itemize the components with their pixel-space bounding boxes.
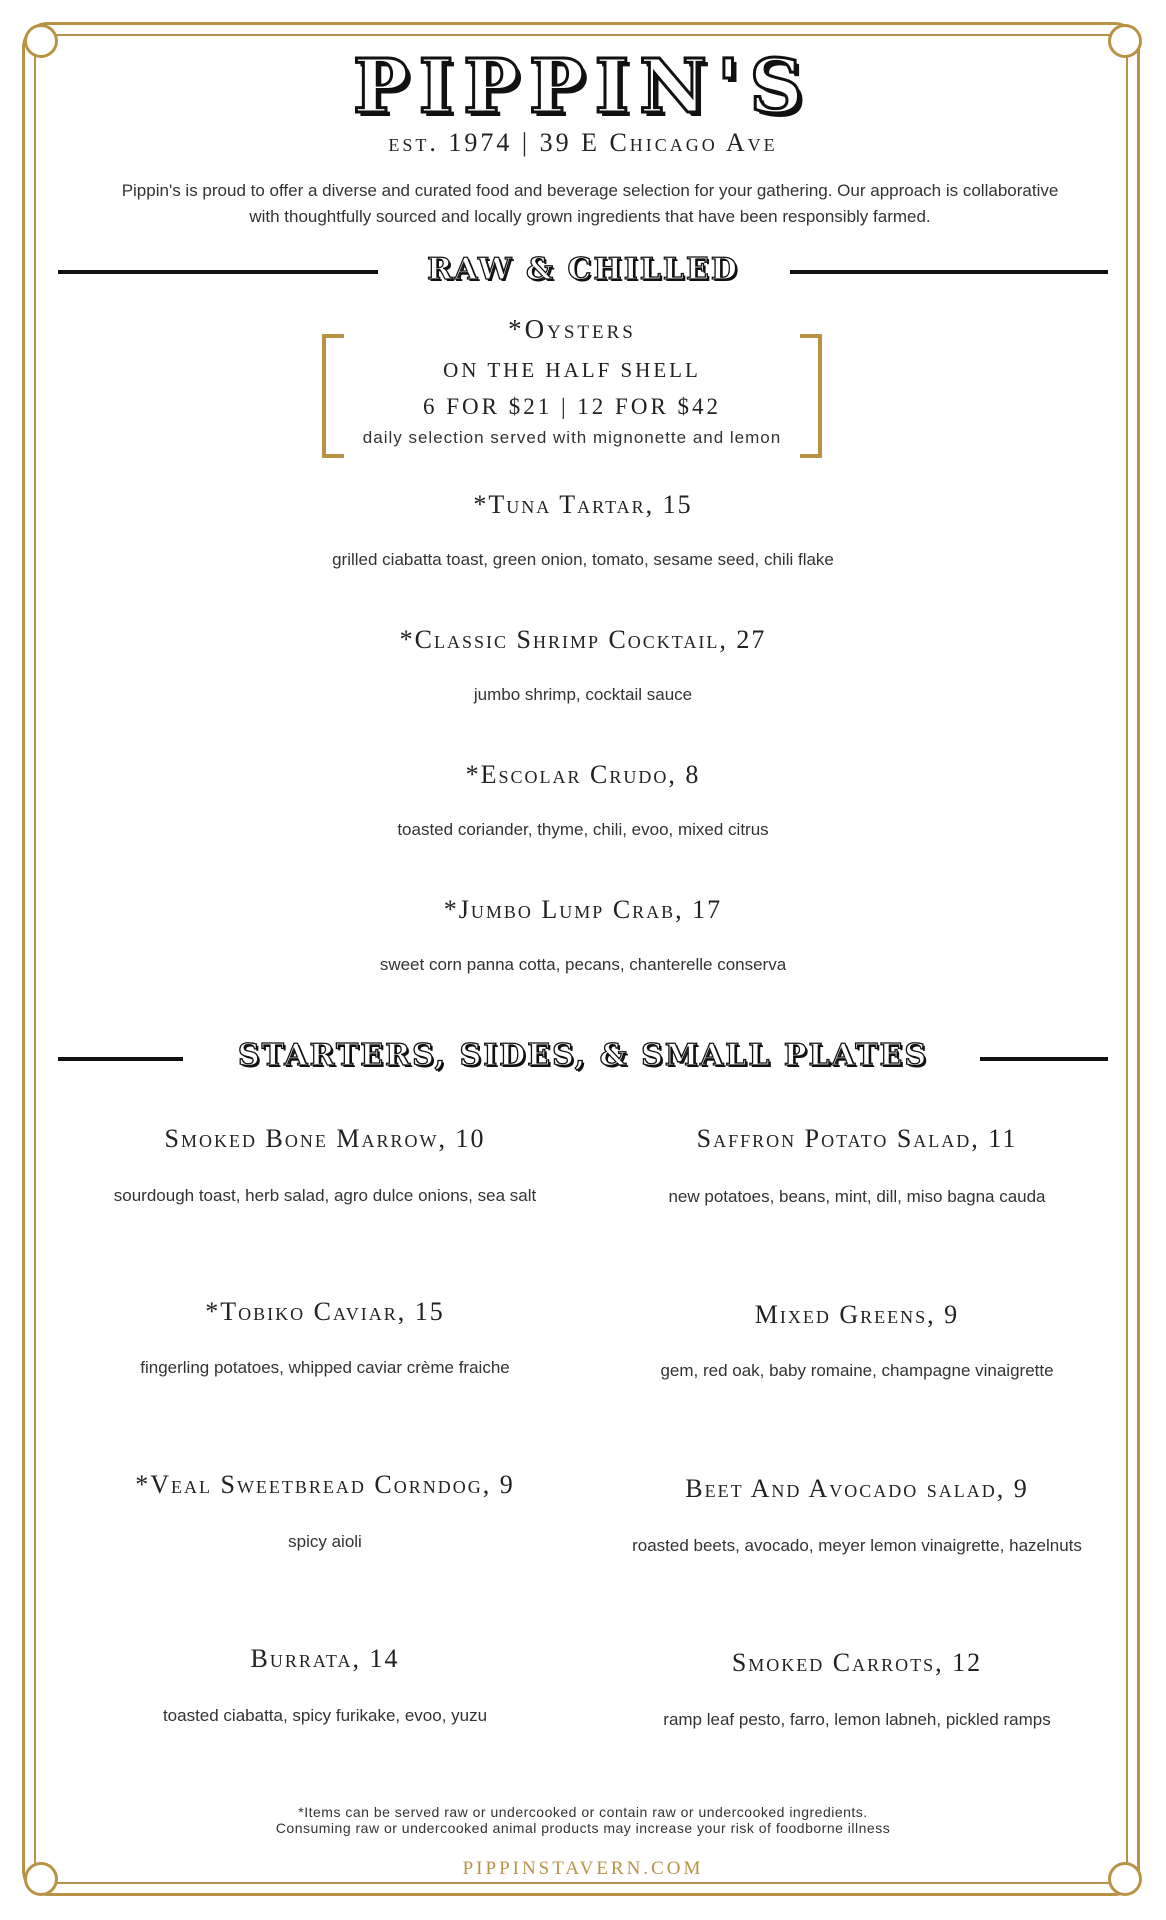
menu-item-description: spicy aioli [288,1532,362,1551]
menu-item-name: *Escolar Crudo, 8 [465,760,701,789]
intro-line: Pippin's is proud to offer a diverse and curated food and beverage selection for your gathering. Our approach is collaborative [121,181,1059,200]
menu-item-description: roasted beets, avocado, meyer lemon vinaigrette, hazelnuts [632,1536,1082,1555]
menu-item-name: Beet And Avocado salad, 9 [685,1474,1029,1503]
menu-item-name: Burrata, 14 [250,1644,400,1673]
menu-item-name: Saffron Potato Salad, 11 [696,1124,1018,1153]
oysters-subtitle: ON THE HALF SHELL [443,358,701,382]
menu-item-description: sourdough toast, herb salad, agro dulce onions, sea salt [113,1186,537,1205]
established-address: est. 1974 | 39 E Chicago Ave [388,128,778,157]
menu-item-name: *Tuna Tartar, 15 [473,490,693,519]
brand-logo: PIPPIN'S [353,44,813,130]
menu-item-name: *Classic Shrimp Cocktail, 27 [399,625,767,654]
section-title-starters: STARTERS, SIDES, & SMALL PLATES [237,1038,929,1073]
menu-item-description: fingerling potatoes, whipped caviar crème fraiche [140,1358,510,1377]
oysters-title: *Oysters [508,314,636,344]
disclaimer-line: *Items can be served raw or undercooked or contain raw or undercooked ingredients. [298,1804,868,1820]
raw-food-disclaimer [0,1804,1166,1836]
oysters-feature [322,314,822,452]
menu-item-description: toasted ciabatta, spicy furikake, evoo, yuzu [162,1706,488,1725]
menu-item-name: Mixed Greens, 9 [754,1300,960,1329]
menu-item-name: Smoked Carrots, 12 [731,1648,983,1677]
oysters-price: 6 FOR $21 | 12 FOR $42 [422,394,722,419]
menu-item-description: sweet corn panna cotta, pecans, chanterelle conserva [379,955,787,974]
section-title-raw-chilled: RAW & CHILLED [427,252,739,287]
menu-item-name: *Jumbo Lump Crab, 17 [443,895,723,924]
website-link[interactable]: PIPPINSTAVERN.COM [462,1858,704,1879]
oysters-description: daily selection served with mignonette and lemon [362,428,782,447]
intro-text [70,178,1110,230]
menu-item-name: *Veal Sweetbread Corndog, 9 [135,1470,515,1499]
menu-item-description: ramp leaf pesto, farro, lemon labneh, pickled ramps [663,1710,1051,1729]
menu-item-description: grilled ciabatta toast, green onion, tomato, sesame seed, chili flake [332,550,834,569]
menu-item-name: Smoked Bone Marrow, 10 [164,1124,486,1153]
intro-line: with thoughtfully sourced and locally grown ingredients that have been responsibly farmed. [249,207,931,226]
menu-item-description: gem, red oak, baby romaine, champagne vinaigrette [660,1361,1054,1380]
disclaimer-line: Consuming raw or undercooked animal products may increase your risk of foodborne illness [275,1820,891,1836]
menu-item-description: toasted coriander, thyme, chili, evoo, mixed citrus [397,820,769,839]
menu-item-description: jumbo shrimp, cocktail sauce [473,685,693,704]
menu-item-description: new potatoes, beans, mint, dill, miso bagna cauda [668,1187,1046,1206]
menu-item-name: *Tobiko Caviar, 15 [205,1297,445,1326]
